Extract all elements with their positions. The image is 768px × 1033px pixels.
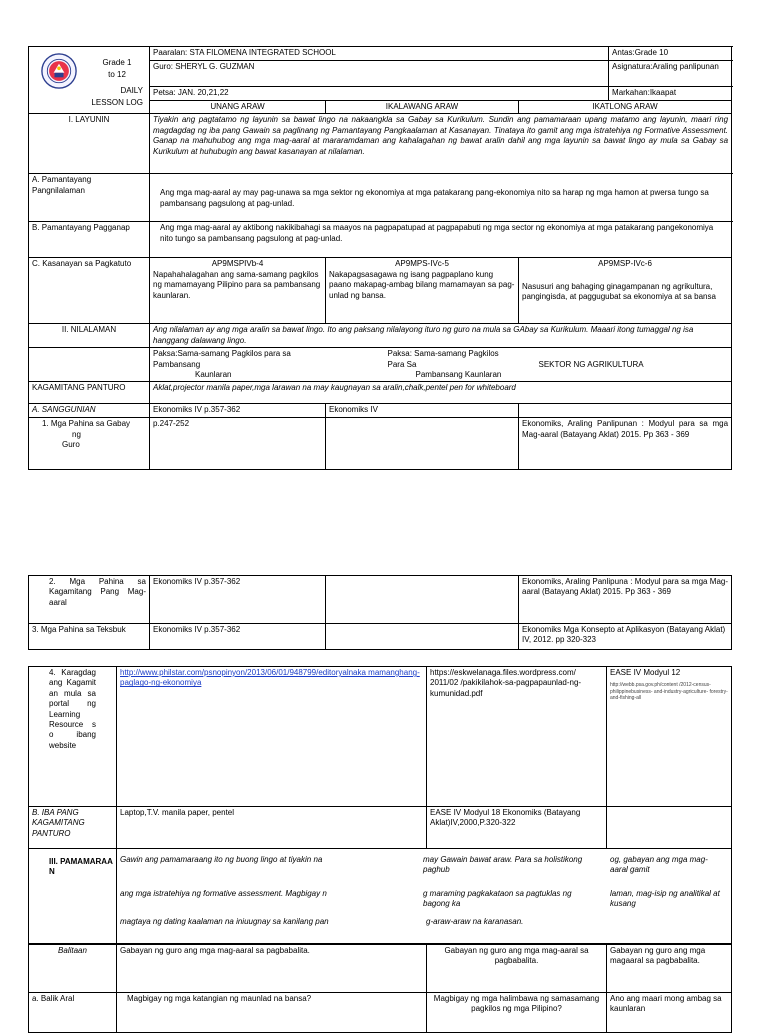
sanggunian-day2: Ekonomiks IV — [326, 404, 519, 418]
kagamitang-mag-aaral-day2 — [326, 576, 519, 624]
ease-modyul-12: EASE IV Modyul 12 — [610, 668, 681, 677]
iba-pang-day1: Laptop,T.V. manila paper, pentel — [117, 807, 427, 849]
iba-pang-day3 — [607, 807, 732, 849]
paksa1-line2: Kaunlaran — [195, 369, 232, 379]
daily-label: DAILY — [120, 86, 143, 95]
balik-aral-label: a. Balik Aral — [29, 993, 117, 1033]
pamamaraan-r1c3: og, gabayan ang mga mag-aaral gamit — [610, 855, 708, 875]
pamamaraan-r2c2: g maraming pagkakataon sa pagtuklas ng bagong ka — [423, 889, 572, 909]
pamantayang-pagganap-text: Ang mga mag-aaral ay aktibong nakikibahagi sa maayos na pagpapatupad at pagpapabuti ng mga sector ng ekonomiya at mga patakarang pangekonomiya nito tungo sa pambansang pagsulong at pag-unlad. — [150, 222, 732, 258]
deped-seal-icon — [41, 53, 77, 89]
iba-pang-label: B. IBA PANG KAGAMITANG PANTURO — [29, 807, 117, 849]
portal-day1 — [117, 667, 427, 807]
balitaan-label: Balitaan — [29, 945, 117, 993]
gabay-label — [29, 418, 150, 470]
teksbuk-day2 — [326, 624, 519, 650]
pamamaraan-r1c2: may Gawain bawat araw. Para sa holistikong paghub — [423, 855, 583, 875]
gabay-label-2: ng — [72, 429, 81, 439]
sanggunian-day3 — [519, 404, 732, 418]
kasanayan-code-1: AP9MSPIVb-4 — [211, 259, 264, 269]
kagamitang-label: KAGAMITANG PANTURO — [29, 382, 150, 404]
pamamaraan-r3c1: magtaya ng dating kaalaman na iniuugnay sa kanilang pan — [120, 917, 329, 926]
pamamaraan-r3c2: g-araw-araw na karanasan. — [426, 917, 524, 926]
balik-aral-day2: Magbigay ng mga halimbawa ng samasamang pagkilos ng mga Pilipino? — [427, 993, 607, 1033]
markahan-cell: Markahan:Ikaapat — [609, 87, 732, 101]
philstar-link[interactable]: http://www.philstar.com/psnopinyon/2013/06/01/948799/editoryalnaka mamanghang-paglago-ng-ekonomiya — [120, 668, 420, 688]
kasanayan-code-2: AP9MPS-IVc-5 — [395, 259, 449, 269]
teksbuk-label: 3. Mga Pahina sa Teksbuk — [29, 624, 150, 650]
pamamaraan-r1c1: Gawin ang pamamaraang ito ng buong lingo at tiyakin na — [120, 855, 323, 864]
layunin-text: Tiyakin ang pagtatamo ng layunin sa bawat lingo na nakaangkla sa Gabay sa Kurikulum. Sundin ang pamamaraan upang matamo ang layunin, maari ring magdagdag ng iba pang Gawain sa paglinang ng Pamantayang Pangkaalaman at Kasanayan. Tinataya ito gamit ang mga istratehiya ng Formative Assessment. Ganap na mahuhubog ang mga mag-aaral at mararamdaman ang kahalagahan ng bawat aralin dahil ang mga layunin sa bawat lingo ay mula sa Gabay sa Kurikulum at huhubugin ang bawat kasanayan at nilalaman. — [150, 114, 732, 174]
paksa-day3 — [519, 348, 732, 382]
paksa3-text: SEKTOR NG AGRIKULTURA — [538, 359, 644, 369]
day2-header: IKALAWANG ARAW — [326, 101, 519, 114]
teksbuk-day1: Ekonomiks IV p.357-362 — [150, 624, 326, 650]
pamantayang-nilalaman-label: A. Pamantayang Pangnilalaman — [29, 174, 150, 222]
gabay-day2 — [326, 418, 519, 470]
portal-label: 4. Karagdag ang Kagamit an mula sa portal ng Learning Resource s o ibang website — [29, 667, 117, 807]
sanggunian-day1: Ekonomiks IV p.357-362 — [150, 404, 326, 418]
gabay-day3: Ekonomiks, Araling Panlipunan : Modyul para sa mga Mag-aaral (Batayang Aklat) 2015. Pp 363 - 369 — [519, 418, 732, 470]
kasanayan-day3 — [519, 258, 732, 324]
guro-cell: Guro: SHERYL G. GUZMAN — [150, 61, 609, 87]
pamantayang-pagganap-label: B. Pamantayang Pagganap — [29, 222, 150, 258]
pamantayang-nilalaman-text: Ang mga mag-aaral ay may pag-unawa sa mga sektor ng ekonomiya at mga patakarang pang-ekonomiya nito sa harap ng mga hamon at pwersa tungo sa pambansang pagsulong at pag-unlad. — [150, 174, 732, 222]
balik-aral-day3: Ano ang maari mong ambag sa kaunlaran — [607, 993, 732, 1033]
header-logo-cell — [29, 47, 150, 114]
petsa-cell: Petsa: JAN. 20,21,22 — [150, 87, 609, 101]
lesson-log-table-1 — [28, 46, 732, 470]
paksa-day1 — [150, 348, 326, 382]
kagamitang-mag-aaral-day1: Ekonomiks IV p.357-362 — [150, 576, 326, 624]
pamamaraan-text — [117, 849, 732, 944]
portal-day3 — [607, 667, 732, 807]
balik-aral-day1: Magbigay ng mga katangian ng maunlad na bansa? — [117, 993, 427, 1033]
paaralan-cell: Paaralan: STA FILOMENA INTEGRATED SCHOOL — [150, 47, 609, 61]
pamamaraan-r2c1: ang mga istratehiya ng formative assessment. Magbigay n — [120, 889, 327, 898]
grade-line-2: to 12 — [108, 69, 126, 79]
day1-header: UNANG ARAW — [150, 101, 326, 114]
kasanayan-label: C. Kasanayan sa Pagkatuto — [29, 258, 150, 324]
layunin-label: I. LAYUNIN — [29, 114, 150, 174]
day3-header: IKATLONG ARAW — [519, 101, 732, 114]
lesson-log-table-3 — [28, 666, 732, 944]
kagamitang-mag-aaral-day3: Ekonomiks, Araling Panlipuna : Modyul para sa mga Mag-aaral (Batayang Aklat) 2015. Pp 363 - 369 — [519, 576, 732, 624]
kagamitang-mag-aaral-label: 2. Mga Pahina sa Kagamitang Pang Mag-aaral — [29, 576, 150, 624]
nilalaman-text: Ang nilalaman ay ang mga aralin sa bawat lingo. Ito ang paksang nilalayong ituro ng guro na mula sa GAbay sa Kurikulum. Maaari itong tumaggal ng isa hanggang dalawang lingo. — [150, 324, 732, 348]
gabay-label-3: Guro — [62, 440, 80, 450]
kasanayan-day1 — [150, 258, 326, 324]
asignatura-cell: Asignatura:Araling panlipunan — [609, 61, 732, 87]
sanggunian-label: A. SANGGUNIAN — [29, 404, 150, 418]
paksa1-line1: Paksa:Sama-samang Pagkilos para sa Pambansang — [153, 349, 291, 369]
kasanayan-text-3: Nasusuri ang bahaging ginagampanan ng agrikultura, pangingisda, at paggugubat sa ekonomiya at sa bansa — [522, 281, 716, 302]
kasanayan-code-3: AP9MSP-IVc-6 — [598, 259, 652, 269]
kasanayan-text-2: Nakapagsasagawa ng isang pagpaplano kung paano makapag-ambag bilang mamamayan sa pag-unlad ng bansa. — [329, 269, 515, 300]
paksa-day2 — [326, 348, 519, 382]
teksbuk-day3: Ekonomiks Mga Konsepto at Aplikasyon (Batayang Aklat) IV, 2012. pp 320-323 — [519, 624, 732, 650]
psa-census-link[interactable]: http://webb.psa.gov.ph/content /2012-census-philippinebusiness- and-industry-agriculture- forestry-and-fishing-all — [610, 682, 728, 702]
antas-cell: Antas:Grade 10 — [609, 47, 732, 61]
gabay-day1: p.247-252 — [150, 418, 326, 470]
portal-day2: https://eskwelanaga.files.wordpress.com/ 2011/02 /pakikilahok-sa-pagpapaunlad-ng-kumunidad.pdf — [427, 667, 607, 807]
balitaan-day1: Gabayan ng guro ang mga mag-aaral sa pagbabalita. — [117, 945, 427, 993]
kasanayan-text-1: Napahahalagahan ang sama-samang pagkilos ng mamamayang Pilipino para sa pambansang kaunlaran. — [153, 269, 321, 300]
balitaan-day2: Gabayan ng guro ang mga mag-aaral sa pagbabalita. — [427, 945, 607, 993]
paksa-blank — [29, 348, 150, 382]
grade-line-1: Grade 1 — [102, 58, 132, 67]
paksa2-line2: Pambansang Kaunlaran — [415, 369, 502, 379]
lesson-log-table-2 — [28, 575, 732, 650]
lesson-log-label: LESSON LOG — [91, 97, 143, 107]
lesson-log-table-4 — [28, 944, 732, 1033]
kagamitang-text: Aklat,projector manila paper,mga larawan na may kaugnayan sa aralin,chalk,pentel pen for whiteboard — [150, 382, 732, 404]
pamamaraan-label: III. PAMAMARAA N — [29, 849, 117, 944]
kasanayan-day2 — [326, 258, 519, 324]
gabay-label-1: 1. Mga Pahina sa Gabay — [42, 419, 131, 429]
pamamaraan-r2c3: laman, mag-isip ng analitikal at kusang — [610, 889, 720, 909]
paksa2-line1: Paksa: Sama-samang Pagkilos Para Sa — [387, 349, 499, 369]
nilalaman-label: II. NILALAMAN — [29, 324, 150, 348]
iba-pang-day2: EASE IV Modyul 18 Ekonomiks (Batayang Aklat)IV,2000,P.320-322 — [427, 807, 607, 849]
balitaan-day3: Gabayan ng guro ang mga magaaral sa pagbabalita. — [607, 945, 732, 993]
